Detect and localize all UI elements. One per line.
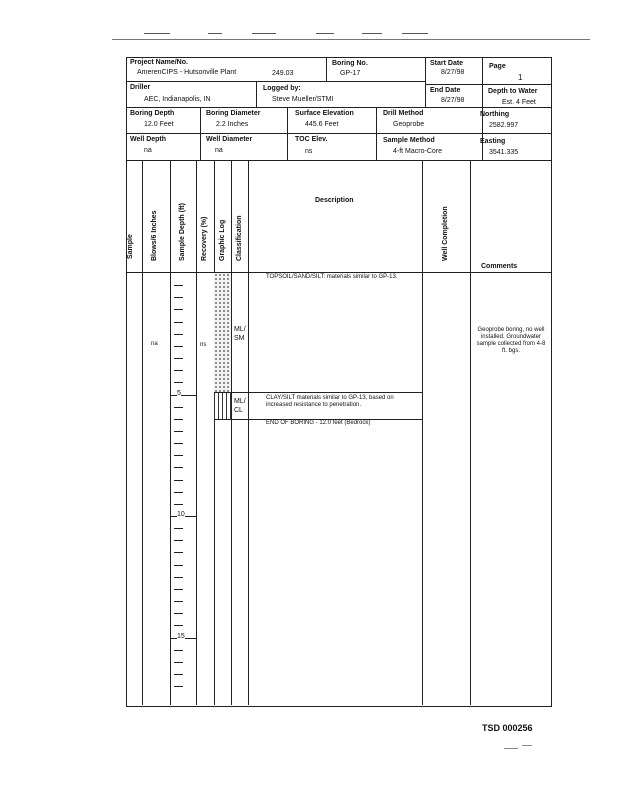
depth-to-water-label: Depth to Water bbox=[488, 88, 538, 95]
header-rule bbox=[126, 107, 551, 108]
header-rule bbox=[287, 107, 288, 160]
depth-tick bbox=[174, 419, 183, 420]
depth-label: 10 bbox=[177, 511, 185, 518]
well-depth-label: Well Depth bbox=[130, 136, 167, 143]
well-diameter-label: Well Diameter bbox=[206, 136, 253, 143]
surface-elevation-value: 445.6 Feet bbox=[305, 121, 339, 128]
scan-mark bbox=[316, 33, 334, 34]
classification-2: ML/ CL bbox=[234, 398, 246, 414]
drill-method-label: Drill Method bbox=[383, 110, 424, 117]
column-rule bbox=[170, 160, 171, 705]
page-value: 1 bbox=[518, 73, 523, 82]
scan-mark bbox=[362, 33, 382, 34]
depth-tick bbox=[174, 334, 183, 335]
depth-tick bbox=[174, 528, 183, 529]
boring-diameter-value: 2.2 Inches bbox=[216, 121, 249, 128]
scan-mark bbox=[208, 33, 222, 34]
depth-tick bbox=[174, 309, 183, 310]
comments-column-header: Comments bbox=[481, 263, 518, 270]
description-layer-1: TOPSOIL/SAND/SILT: materials similar to GP-13. bbox=[266, 274, 398, 280]
scan-mark bbox=[144, 33, 170, 34]
graphic-log-column-header: Graphic Log bbox=[219, 219, 226, 261]
sample-method-value: 4-ft Macro-Core bbox=[393, 148, 443, 155]
depth-tick bbox=[174, 443, 183, 444]
description-column-header: Description bbox=[315, 197, 354, 204]
depth-tick bbox=[174, 565, 183, 566]
column-rule bbox=[248, 160, 249, 705]
document-id: TSD 000256 bbox=[482, 723, 533, 733]
column-rule bbox=[422, 160, 423, 705]
depth-tick bbox=[174, 297, 183, 298]
recovery-column-header: Recovery (%) bbox=[201, 216, 208, 261]
sample-column-header: Sample bbox=[127, 234, 134, 259]
northing-label: Northing bbox=[480, 111, 510, 118]
depth-tick bbox=[174, 504, 183, 505]
depth-tick bbox=[174, 407, 183, 408]
depth-tick bbox=[174, 358, 183, 359]
depth-tick bbox=[174, 601, 183, 602]
depth-tick bbox=[174, 285, 183, 286]
driller-value: AEC, Indianapolis, IN bbox=[144, 96, 211, 103]
boring-no-value: GP-17 bbox=[340, 70, 361, 77]
end-of-boring-note: END OF BORING - 12.0 feet (Bedrock) bbox=[266, 420, 371, 426]
end-date-label: End Date bbox=[430, 87, 461, 94]
header-rule bbox=[256, 81, 257, 107]
depth-tick bbox=[174, 540, 183, 541]
blows-value: na bbox=[151, 341, 158, 347]
boring-depth-label: Boring Depth bbox=[130, 110, 175, 117]
toc-elev-value: ns bbox=[305, 148, 313, 155]
depth-tick bbox=[174, 686, 183, 687]
depth-tick bbox=[174, 674, 183, 675]
recovery-value: ns bbox=[200, 342, 207, 348]
clay-silt-graphic bbox=[214, 393, 231, 419]
end-date-value: 8/27/98 bbox=[441, 97, 465, 104]
sample-depth-column-header: Sample Depth (ft) bbox=[179, 203, 186, 261]
depth-tick bbox=[174, 650, 183, 651]
scan-line bbox=[112, 39, 590, 40]
logged-by-value: Steve Mueller/STMI bbox=[272, 96, 334, 103]
boring-no-label: Boring No. bbox=[332, 60, 368, 67]
header-rule bbox=[425, 57, 426, 107]
boring-diameter-label: Boring Diameter bbox=[206, 110, 261, 117]
depth-tick bbox=[171, 395, 196, 396]
toc-elev-label: TOC Elev. bbox=[295, 136, 328, 143]
sample-method-label: Sample Method bbox=[383, 137, 435, 144]
easting-value: 3541.335 bbox=[489, 149, 519, 156]
depth-to-water-value: Est. 4 Feet bbox=[502, 99, 536, 106]
sand-silt-graphic bbox=[214, 273, 231, 392]
well-depth-value: na bbox=[144, 147, 152, 154]
description-layer-2: CLAY/SILT materials similar to GP-13, based on increased resistance to penetration. bbox=[266, 395, 394, 408]
depth-tick bbox=[174, 382, 183, 383]
header-rule bbox=[126, 272, 551, 273]
header-rule bbox=[326, 57, 327, 81]
column-rule bbox=[231, 160, 232, 705]
comment-text: Geoprobe boring, no well installed. Groundwater sample collected from 4-8 ft. bgs. bbox=[476, 327, 546, 354]
northing-value: 2582.997 bbox=[489, 122, 519, 129]
classification-column-header: Classification bbox=[236, 215, 243, 261]
depth-tick bbox=[174, 480, 183, 481]
project-label: Project Name/No. bbox=[130, 59, 188, 66]
scan-mark bbox=[504, 748, 518, 749]
depth-tick bbox=[174, 577, 183, 578]
easting-label: Easting bbox=[480, 138, 506, 145]
header-rule bbox=[425, 84, 551, 85]
depth-tick bbox=[174, 322, 183, 323]
depth-tick bbox=[174, 613, 183, 614]
start-date-value: 8/27/98 bbox=[441, 69, 465, 76]
surface-elevation-label: Surface Elevation bbox=[295, 110, 354, 117]
boring-depth-value: 12.0 Feet bbox=[144, 121, 174, 128]
classification-1: ML/ SM bbox=[234, 326, 246, 342]
project-number: 249.03 bbox=[272, 70, 294, 77]
depth-tick bbox=[174, 625, 183, 626]
depth-tick bbox=[174, 455, 183, 456]
header-rule bbox=[126, 133, 551, 134]
driller-label: Driller bbox=[130, 84, 151, 91]
scan-mark bbox=[252, 33, 276, 34]
depth-tick bbox=[174, 589, 183, 590]
header-rule bbox=[126, 160, 551, 161]
drill-method-value: Geoprobe bbox=[393, 121, 425, 128]
column-rule bbox=[142, 160, 143, 705]
depth-tick bbox=[174, 662, 183, 663]
header-rule bbox=[126, 81, 425, 82]
scan-mark bbox=[522, 745, 532, 746]
project-value: AmerenCIPS - Hutsonville Plant bbox=[137, 69, 237, 76]
depth-label: 15 bbox=[177, 633, 185, 640]
depth-tick bbox=[174, 431, 183, 432]
depth-tick bbox=[174, 467, 183, 468]
column-rule bbox=[470, 160, 471, 705]
layer-boundary bbox=[214, 392, 423, 393]
column-rule bbox=[214, 160, 215, 705]
logged-by-label: Logged by: bbox=[263, 85, 301, 92]
header-rule bbox=[376, 107, 377, 160]
well-diameter-value: na bbox=[215, 147, 223, 154]
depth-tick bbox=[174, 346, 183, 347]
depth-tick bbox=[174, 370, 183, 371]
depth-tick bbox=[174, 552, 183, 553]
well-completion-column-header: Well Completion bbox=[442, 206, 449, 261]
column-rule bbox=[196, 160, 197, 705]
header-rule bbox=[200, 107, 201, 160]
scan-mark bbox=[402, 33, 428, 34]
blows-column-header: Blows/6 Inches bbox=[151, 210, 158, 261]
page-label: Page bbox=[489, 63, 506, 70]
start-date-label: Start Date bbox=[430, 60, 464, 67]
depth-label: 5 bbox=[177, 390, 181, 397]
depth-tick bbox=[174, 492, 183, 493]
